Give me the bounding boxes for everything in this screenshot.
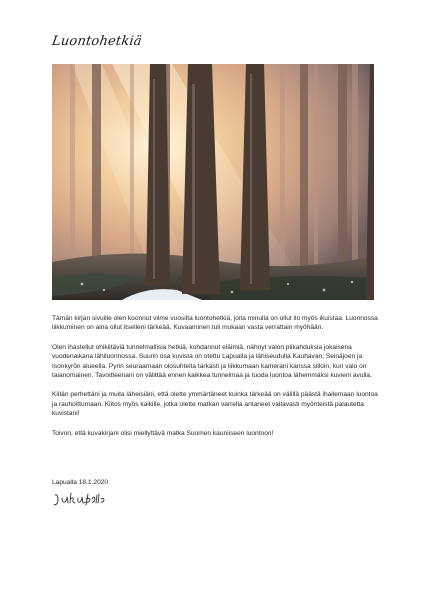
handwritten-signature <box>52 491 108 509</box>
body-text <box>52 314 378 448</box>
forest-photo <box>52 64 374 300</box>
page-title: Luontohetkiä <box>50 34 143 49</box>
paragraph-4: Toivon, että kuvakirjani olisi miellyttävä matka Suomen kauniiseen luontoon! <box>52 429 274 437</box>
paragraph-3: Kiitän perhettäni ja muita läheisiäni, että olette ymmärtäneet kuinka tärkeää on välillä päästä ihailemaan luontoa ja rauhoittumaan. Kiitos myös kaikille, jotka olette matkan varrella antaneet valtavasti myönteistä palautetta kuvistani! <box>52 391 378 418</box>
paragraph-1: Tämän kirjan sivuille olen koonnut viime vuosilta luontohetkiä, joita minulla on ollut ilo myös ikuistaa. Luonnossa liikkuminen on aina ollut itselleni tärkeää. Kuvaaminen tuli mukaan vasta verrattain myöhään. <box>52 315 378 332</box>
paragraph-2: Olen ihastellut ohikiitäviä tunnelmallisia hetkiä, kohdannut eläimiä, nähnyt valon piikahduksia jokaisena vuodenaikana lähiluonnossa. Suurin osa kuvista on otettu Lapualla ja lähiseudulla Kauhavan, Seinäjoen ja Isonkyrön alueella. Pyrin seuraamaan olosuhteita tarkasti ja liikkumaan kamerani kanssa silloin, kun valo on taianomainen. Tavoitteenani on välittää ennen kaikkea tunnelmaa ja tuoda luontoa lähemmäksi kuvieni avulla. <box>52 343 372 380</box>
place-date: Lapualla 18.1.2020 <box>52 479 109 486</box>
